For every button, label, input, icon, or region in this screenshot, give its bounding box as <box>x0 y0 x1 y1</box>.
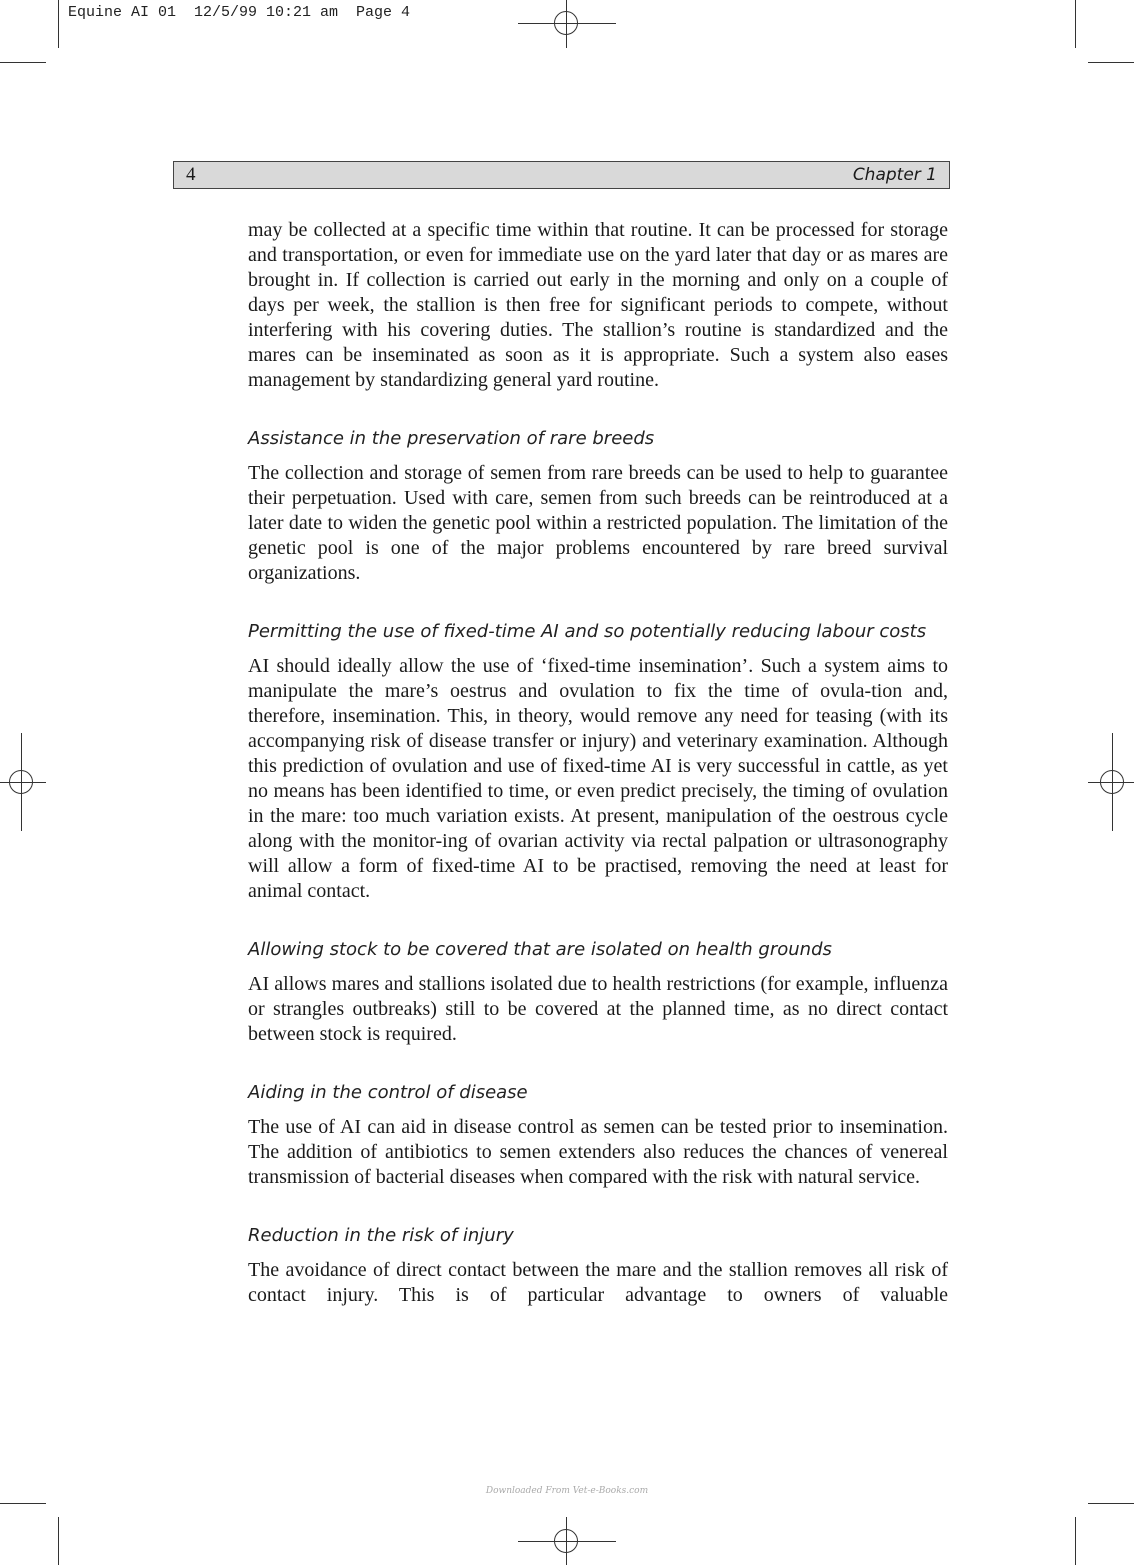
registration-mark-bottom-circle <box>554 1529 578 1553</box>
crop-mark-top-right-horizontal <box>1088 62 1134 63</box>
watermark: Downloaded From Vet-e-Books.com <box>485 1486 649 1496</box>
section-paragraph-rare-breeds: The collection and storage of semen from rare breeds can be used to help to guarantee their perpetuation. Used with care, semen from such breeds can be reintroduced at a later date to widen the genetic pool within a restricted population. The limitation of the genetic pool is one of the major problems encountered by rare breed survival organizations. <box>248 462 948 584</box>
section-paragraph-isolated-stock: AI allows mares and stallions isolated due to health restrictions (for example, influenza or strangles outbreaks) still to be covered at the planned time, as no direct contact between stock is required. <box>248 973 948 1045</box>
section-paragraph-disease-control: The use of AI can aid in disease control as semen can be tested prior to insemination. The addition of antibiotics to semen extenders also reduces the chances of venereal transmission of bacterial diseases when compared with the risk with natural service. <box>248 1116 948 1188</box>
body-text <box>248 218 948 1308</box>
crop-mark-top-left-vertical <box>58 0 59 48</box>
section-paragraph-fixed-time-ai: AI should ideally allow the use of ‘fixed-time insemination’. Such a system aims to manipulate the mare’s oestrus and ovulation to fix the time of ovula-tion and, therefore, insemination. This, in theory, would remove any need for teasing (with its accompanying risk of disease transfer or injury) and veterinary examination. Although this prediction of ovulation and use of fixed-time AI is very successful in cattle, as yet no means has been identified to time, or even predict precisely, the timing of ovulation in the mare: too much variation exists. At present, manipulation of the oestrous cycle along with the monitor-ing of ovarian activity via rectal palpation or ultrasonography will allow a form of fixed-time AI to be practised, removing the need at least for animal contact. <box>248 655 948 902</box>
section-heading-isolated-stock: Allowing stock to be covered that are isolated on health grounds <box>248 939 832 960</box>
crop-mark-top-left-horizontal <box>0 62 46 63</box>
crop-mark-bottom-left-vertical <box>58 1517 59 1565</box>
printer-slug: Equine AI 01 12/5/99 10:21 am Page 4 <box>68 4 411 21</box>
registration-mark-top-circle <box>554 11 578 35</box>
page-number: 4 <box>186 164 196 185</box>
intro-paragraph: may be collected at a specific time within that routine. It can be processed for storage and transportation, or even for immediate use on the yard later that day or as mares are brought in. If collection is carried out early in the morning and only on a couple of days per week, the stallion is then free for significant periods to compete, without interfering with his covering duties. The stallion’s routine is standardized and the mares can be inseminated as soon as it is appropriate. Such a system also eases management by standardizing general yard routine. <box>248 219 948 391</box>
section-heading-disease-control: Aiding in the control of disease <box>248 1082 528 1103</box>
registration-mark-right-circle <box>1100 770 1124 794</box>
chapter-label: Chapter 1 <box>852 165 937 185</box>
crop-mark-bottom-left-horizontal <box>0 1503 46 1504</box>
registration-mark-left-circle <box>9 770 33 794</box>
crop-mark-bottom-right-vertical <box>1075 1517 1076 1565</box>
section-heading-rare-breeds: Assistance in the preservation of rare breeds <box>248 428 655 449</box>
section-paragraph-injury-risk: The avoidance of direct contact between the mare and the stallion removes all risk of contact injury. This is of particular advantage to owners of valuable <box>248 1259 948 1306</box>
section-heading-injury-risk: Reduction in the risk of injury <box>248 1225 514 1246</box>
crop-mark-top-right-vertical <box>1075 0 1076 48</box>
crop-mark-bottom-right-horizontal <box>1088 1503 1134 1504</box>
section-heading-fixed-time-ai: Permitting the use of fixed-time AI and so potentially reducing labour costs <box>248 621 927 642</box>
running-header <box>173 161 950 189</box>
